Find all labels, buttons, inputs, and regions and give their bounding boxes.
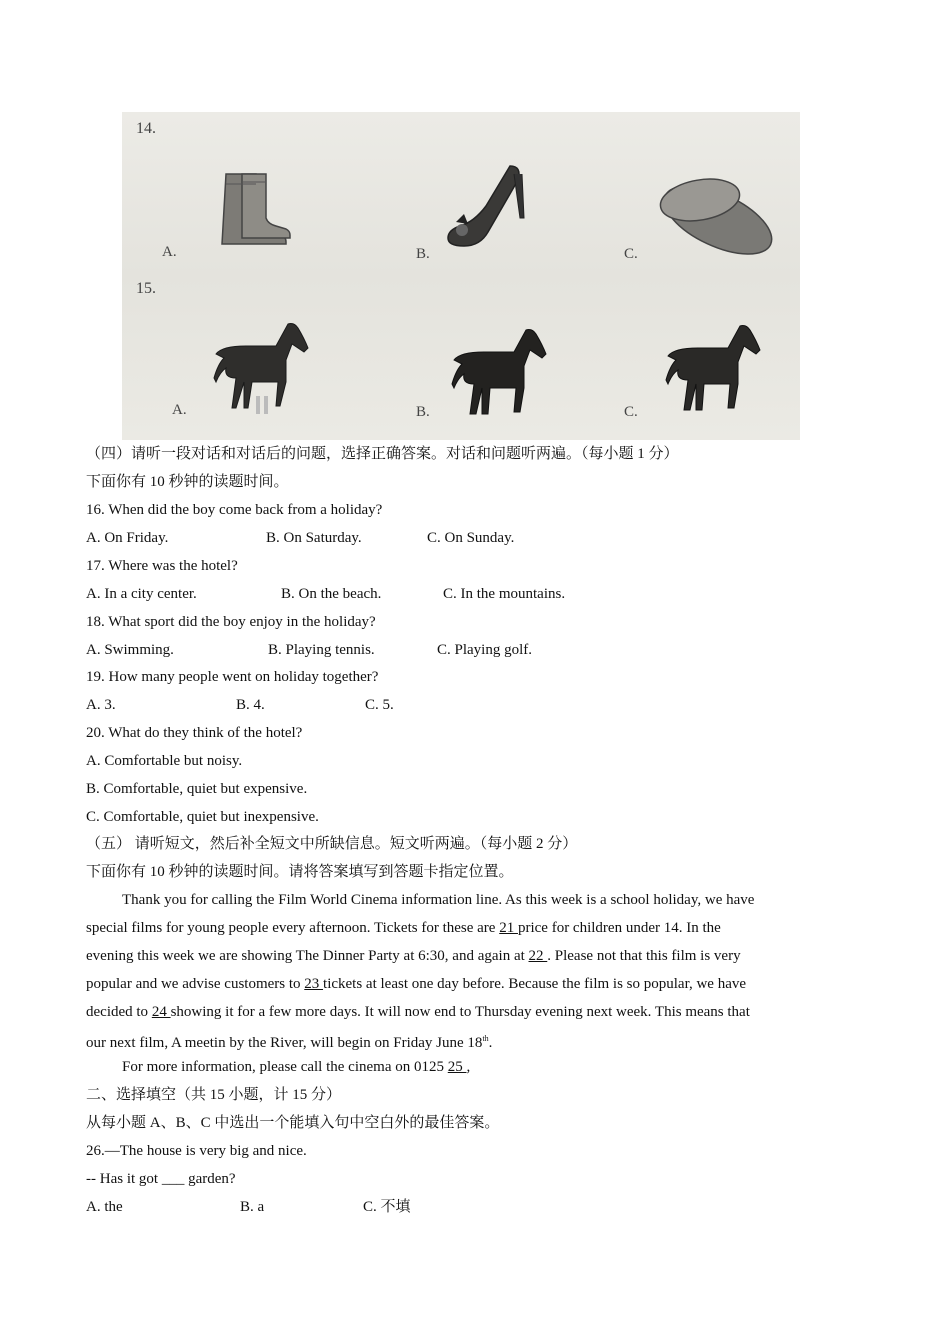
- q14-option-a: A.: [162, 244, 177, 260]
- passage-line-1: Thank you for calling the Film World Cinema information line. As this week is a school holiday, we have: [122, 892, 755, 908]
- blank-24[interactable]: 24: [151, 1004, 171, 1020]
- section5-heading: （五） 请听短文，然后补全短文中所缺信息。短文听两遍。（每小题 2 分）: [86, 836, 578, 852]
- part2-instruction: 从每小题 A、B、C 中选出一个能填入句中空白外的最佳答案。: [86, 1115, 500, 1131]
- slipper-icon: [650, 168, 780, 258]
- q17-option-c: C. In the mountains.: [443, 586, 566, 602]
- section4-note: 下面你有 10 秒钟的读题时间。: [86, 474, 289, 490]
- part2-heading: 二、选择填空（共 15 小题，计 15 分）: [86, 1087, 342, 1103]
- q26-option-a: A. the: [86, 1199, 123, 1215]
- question-18: 18. What sport did the boy enjoy in the holiday?: [86, 614, 376, 630]
- q26-option-b: B. a: [240, 1199, 265, 1215]
- passage-line-7: For more information, please call the cinema on 0125 25 ,: [122, 1059, 471, 1075]
- horse-icon: [440, 320, 560, 420]
- blank-23[interactable]: 23: [304, 976, 324, 992]
- question-19: 19. How many people went on holiday together?: [86, 669, 379, 685]
- section5-note: 下面你有 10 秒钟的读题时间。请将答案填写到答题卡指定位置。: [86, 864, 514, 880]
- q18-option-b: B. Playing tennis.: [268, 642, 375, 658]
- passage-line-2: special films for young people every afternoon. Tickets for these are 21 price for children under 14. In the: [86, 920, 721, 936]
- q15-number: 15.: [136, 280, 156, 297]
- q16-option-a: A. On Friday.: [86, 530, 169, 546]
- q17-option-b: B. On the beach.: [281, 586, 382, 602]
- blank-25[interactable]: 25: [447, 1059, 467, 1075]
- horse-icon: [654, 316, 774, 416]
- q19-option-c: C. 5.: [365, 697, 394, 713]
- question-26-line-2: -- Has it got ___ garden?: [86, 1171, 236, 1187]
- passage-line-3: evening this week we are showing The Dinner Party at 6:30, and again at 22 . Please not that this film is very: [86, 948, 741, 964]
- question-26-line-1: 26.—The house is very big and nice.: [86, 1143, 307, 1159]
- passage-line-5: decided to 24 showing it for a few more days. It will now end to Thursday evening next week. This means that: [86, 1004, 750, 1020]
- q20-option-b: B. Comfortable, quiet but expensive.: [86, 781, 308, 797]
- q15-option-b: B.: [416, 404, 430, 420]
- question-16: 16. When did the boy come back from a holiday?: [86, 502, 383, 518]
- q18-option-c: C. Playing golf.: [437, 642, 533, 658]
- passage-line-6: our next film, A meetin by the River, will begin on Friday June 18th.: [86, 1034, 493, 1051]
- boot-icon: [212, 166, 292, 246]
- q19-option-a: A. 3.: [86, 697, 116, 713]
- q19-option-b: B. 4.: [236, 697, 265, 713]
- blank-21[interactable]: 21: [499, 920, 518, 936]
- q14-option-b: B.: [416, 246, 430, 262]
- passage-line-4: popular and we advise customers to 23 tickets at least one day before. Because the film is so popular, we have: [86, 976, 747, 992]
- q15-option-c: C.: [624, 404, 638, 420]
- horse-icon: [196, 316, 316, 416]
- q17-option-a: A. In a city center.: [86, 586, 197, 602]
- blank-22[interactable]: 22: [528, 948, 548, 964]
- q15-option-a: A.: [172, 402, 187, 418]
- q16-option-c: C. On Sunday.: [427, 530, 515, 546]
- q20-option-a: A. Comfortable but noisy.: [86, 753, 243, 769]
- q14-number: 14.: [136, 120, 156, 137]
- q26-option-c: C. 不填: [363, 1199, 411, 1215]
- high-heel-shoe-icon: [440, 162, 540, 252]
- q14-option-c: C.: [624, 246, 638, 262]
- section4-heading: （四）请听一段对话和对话后的问题，选择正确答案。对话和问题听两遍。（每小题 1 分）: [86, 446, 679, 462]
- q20-option-c: C. Comfortable, quiet but inexpensive.: [86, 809, 319, 825]
- q18-option-a: A. Swimming.: [86, 642, 174, 658]
- question-17: 17. Where was the hotel?: [86, 558, 238, 574]
- q16-option-b: B. On Saturday.: [266, 530, 362, 546]
- question-20: 20. What do they think of the hotel?: [86, 725, 303, 741]
